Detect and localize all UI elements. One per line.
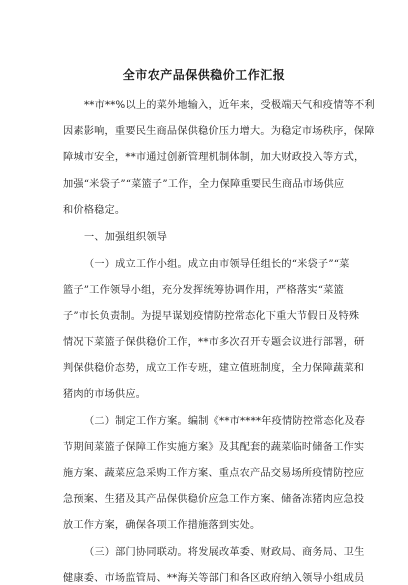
document-title: 全市农产品保供稳价工作汇报 — [122, 68, 286, 82]
paragraph-line: 障城市安全，**市通过创新管理机制体制，加大财政投入等方式， — [63, 152, 365, 163]
paragraph-line: 急预案、生猪及其产品保供稳价应急工作方案、储备冻猪肉应急投 — [63, 494, 365, 505]
paragraph-line: 情况下菜篮子保供稳价工作，**市多次召开专题会议进行部署，研 — [63, 337, 365, 348]
paragraph-line: 篮子”工作领导小组，充分发挥统筹协调作用，严格落实“菜篮 — [63, 285, 344, 296]
paragraph-line: （二）制定工作方案。编制《**市****年疫情防控常态化及春 — [84, 416, 366, 427]
paragraph-line: 和价格稳定。 — [63, 205, 126, 216]
paragraph-line: 猪肉的市场供应。 — [63, 389, 147, 400]
paragraph-line: 放工作方案，确保各项工作措施落到实处。 — [63, 520, 261, 531]
paragraph-line: 施方案、蔬菜应急采购工作方案、重点农产品交易场所疫情防控应 — [63, 468, 365, 479]
paragraph-line: **市**%以上的菜外地输入，近年来，受极端天气和疫情等不利 — [84, 100, 375, 111]
paragraph-line: 子”市长负责制。为提早谋划疫情防控常态化下重大节假日及特殊 — [63, 311, 360, 322]
paragraph-line: （一）成立工作小组。成立由市领导任组长的“米袋子”“菜 — [84, 259, 350, 270]
paragraph-line: （三）部门协同联动。将发展改革委、财政局、商务局、卫生 — [84, 547, 365, 558]
paragraph-line: 健康委、市场监管局、**海关等部门和各区政府纳入领导小组成员 — [63, 573, 365, 584]
paragraph-line: 判保供稳价态势，成立工作专班，建立值班制度，全力保障蔬菜和 — [63, 363, 365, 374]
paragraph-line: 因素影响，重要民生商品保供稳价压力增大。为稳定市场秩序，保障 — [63, 126, 375, 137]
paragraph-line: 加强“米袋子”“菜篮子”工作，全力保障重要民生商品市场供应 — [63, 179, 345, 190]
section-heading: 一、加强组织领导 — [84, 232, 168, 243]
paragraph-line: 节期间菜篮子保障工作实施方案》及其配套的蔬菜临时储备工作实 — [63, 442, 365, 453]
